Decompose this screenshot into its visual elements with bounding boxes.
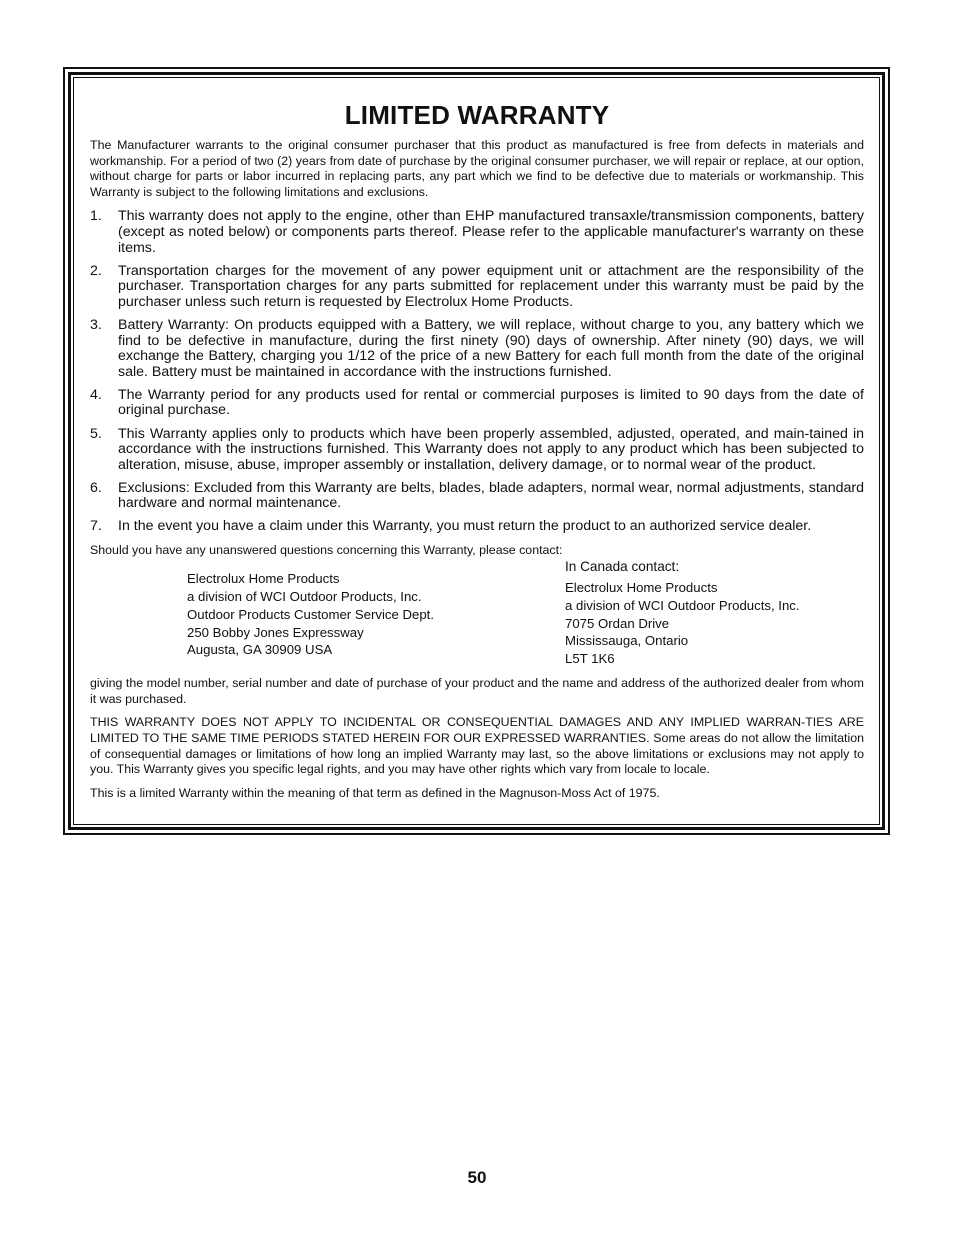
page-title: LIMITED WARRANTY: [344, 100, 610, 130]
canada-address-line: Electrolux Home Products: [565, 579, 718, 595]
contact-addresses: [90, 559, 864, 674]
disclaimer-paragraph: THIS WARRANTY DOES NOT APPLY TO INCIDENTAL OR CONSEQUENTIAL DAMAGES AND ANY IMPLIED WARRAN-TIES ARE LIMITED TO THE SAME TIME PERIODS STATED HEREIN FOR OUR EXPRESSED WARRANTIES. Some areas do not allow the limitation of consequential damages or limitations of how long an implied Warranty may last, so the above limitations or exclusions may not apply to you. This Warranty gives you specific legal rights, and you may have other rights which vary from locale to locale.: [90, 715, 864, 777]
list-item: [90, 318, 864, 380]
us-address-line: a division of WCI Outdoor Products, Inc.: [187, 588, 422, 604]
us-address-line: Augusta, GA 30909 USA: [187, 642, 333, 658]
warranty-box: [73, 77, 880, 825]
list-item-number: 3.: [90, 316, 102, 333]
list-item-number: 7.: [90, 518, 102, 535]
list-item: [90, 519, 864, 535]
list-item: [90, 388, 864, 419]
canada-address-line: a division of WCI Outdoor Products, Inc.: [565, 597, 800, 613]
warranty-frame: [63, 67, 890, 835]
list-item-text: In the event you have a claim under this Warranty, you must return the product to an authorized service dealer.: [118, 518, 812, 535]
list-item-text: The Warranty period for any products used for rental or commercial purposes is limited to 90 days from the date of original purchase.: [118, 386, 864, 419]
list-item-text: This warranty does not apply to the engine, other than EHP manufactured transaxle/transmission components, battery (except as noted below) or components parts thereof. Please refer to the applicable manufacturer's warranty on these items.: [118, 208, 864, 256]
us-address-line: 250 Bobby Jones Expressway: [187, 624, 364, 640]
list-item-text: Battery Warranty: On products equipped with a Battery, we will replace, without charge to you, any battery which we find to be defective in manufacture, during the first ninety (90) days of ownership. After ninety (90) days, we will exchange the Battery, charging you 1/12 of the price of a new Battery for each full month from the date of the original sale. Battery must be maintained in accordance with the instructions furnished.: [118, 316, 864, 380]
us-address-line: Outdoor Products Customer Service Dept.: [187, 606, 435, 622]
list-item: [90, 209, 864, 256]
us-address-line: Electrolux Home Products: [187, 571, 340, 587]
list-item: [90, 264, 864, 311]
list-item: [90, 427, 864, 474]
canada-contact-heading: In Canada contact:: [565, 559, 680, 575]
list-item-number: 4.: [90, 386, 102, 403]
list-item-number: 2.: [90, 262, 102, 279]
intro-paragraph: The Manufacturer warrants to the original consumer purchaser that this product as manufactured is free from defects in materials and workmanship. For a period of two (2) years from date of purchase by the original consumer purchaser, we will repair or replace, at our option, without charge for parts or labor incurred in replacing parts, any part which we find to be defective due to materials or workmanship. This Warranty is subject to the following limitations and exclusions.: [90, 138, 864, 199]
list-item: [90, 481, 864, 512]
canada-address-line: Mississauga, Ontario: [565, 633, 689, 649]
warranty-frame-mid: [68, 72, 885, 830]
canada-contact-address: [565, 558, 800, 668]
list-item-text: This Warranty applies only to products which have been properly assembled, adjusted, operated, and main-tained in accordance with the instructions furnished. This Warranty does not apply to any product which has been subjected to alteration, misuse, abuse, improper assembly or installation, delivery damage, or to normal wear of the product.: [118, 425, 864, 473]
contact-intro: Should you have any unanswered questions concerning this Warranty, please contact:: [90, 542, 563, 557]
list-item-number: 5.: [90, 425, 102, 442]
giving-paragraph: giving the model number, serial number and date of purchase of your product and the name and address of the authorized dealer from whom it was purchased.: [90, 676, 864, 706]
us-contact-address: [187, 570, 434, 659]
list-item-text: Exclusions: Excluded from this Warranty are belts, blades, blade adapters, normal wear, normal adjustments, standard hardware and normal maintenance.: [118, 479, 864, 512]
page-number: 50: [467, 1168, 487, 1187]
list-item-number: 6.: [90, 479, 102, 496]
canada-address-line: 7075 Ordan Drive: [565, 615, 670, 631]
list-item-number: 1.: [90, 208, 102, 225]
magnuson-moss-note: This is a limited Warranty within the meaning of that term as defined in the Magnuson-Moss Act of 1975.: [90, 785, 660, 800]
list-item-text: Transportation charges for the movement of any power equipment unit or attachment are the responsibility of the purchaser. Transportation charges for any parts submitted for replacement under this warranty must be paid by the purchaser unless such return is requested by Electrolux Home Products.: [118, 262, 864, 310]
limitations-list: [90, 209, 864, 535]
canada-address-line: L5T 1K6: [565, 651, 615, 667]
